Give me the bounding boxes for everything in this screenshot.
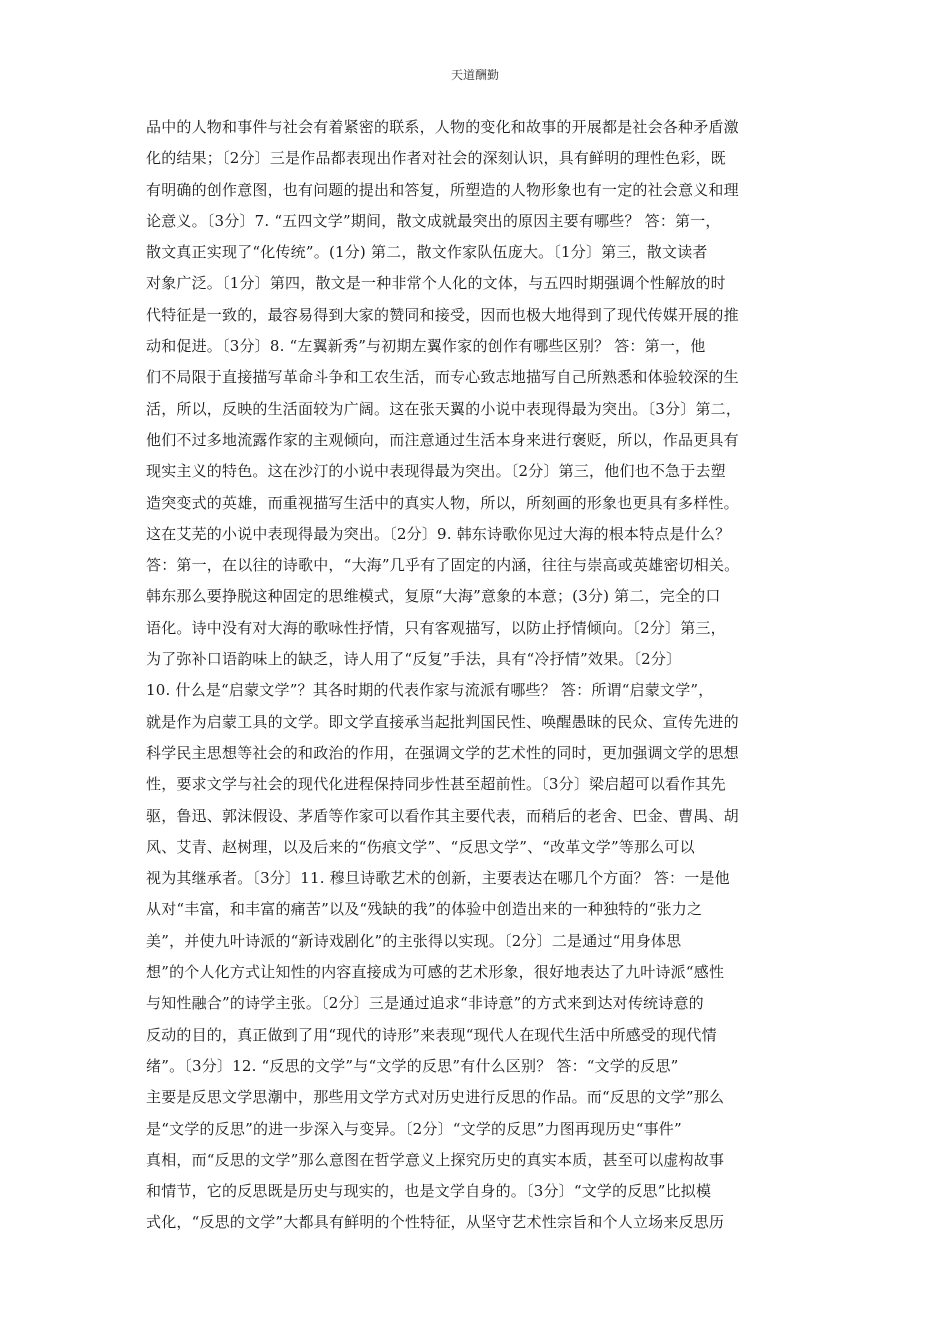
text-line: 品中的人物和事件与社会有着紧密的联系，人物的变化和故事的开展都是社会各种矛盾激 <box>146 118 739 136</box>
text-line: 有明确的创作意图，也有问题的提出和答复，所塑造的人物形象也有一定的社会意义和理 <box>146 180 739 199</box>
text-line: 造突变式的英雄，而重视描写生活中的真实人物，所以，所刻画的形象也更具有多样性。 <box>146 493 739 512</box>
text-line: 与知性融合”的诗学主张。〔2分〕三是通过追求“非诗意”的方式来到达对传统诗意的 <box>146 994 704 1013</box>
text-line: 美”，并使九叶诗派的“新诗戏剧化”的主张得以实现。〔2分〕二是通过“用身体思 <box>146 931 682 950</box>
text-line: 论意义。〔3分〕7. “五四文学”期间，散文成就最突出的原因主要有哪些？ 答：第一， <box>146 211 721 230</box>
text-line: 们不局限于直接描写革命斗争和工农生活，而专心致志地描写自己所熟悉和体验较深的生 <box>146 368 739 387</box>
text-line: 韩东那么要挣脱这种固定的思维模式，复原“大海”意象的本意；(3分) 第二，完全的口 <box>146 587 721 606</box>
text-line: 和情节，它的反思既是历史与现实的，也是文学自身的。〔3分〕“文学的反思”比拟模 <box>146 1182 712 1201</box>
text-line: 驱，鲁迅、郭沫假设、茅盾等作家可以看作其主要代表，而稍后的老舍、巴金、曹禺、胡 <box>146 806 739 825</box>
text-line: 散文真正实现了“化传统”。(1分) 第二，散文作家队伍庞大。〔1分〕第三，散文读者 <box>146 243 708 262</box>
text-line: 他们不过多地流露作家的主观倾向，而注意通过生活本身来进行褒贬，所以，作品更具有 <box>146 430 739 449</box>
text-line: 代特征是一致的，最容易得到大家的赞同和接受，因而也极大地得到了现代传媒开展的推 <box>146 305 739 324</box>
text-line: 反动的目的，真正做到了用“现代的诗形”来表现“现代人在现代生活中所感受的现代情 <box>146 1025 717 1044</box>
text-line: 真相，而“反思的文学”那么意图在哲学意义上探究历史的真实本质，甚至可以虚构故事 <box>146 1150 725 1169</box>
text-line: 主要是反思文学思潮中，那些用文学方式对历史进行反思的作品。而“反思的文学”那么 <box>146 1088 725 1107</box>
page-header: 天道酬勤 <box>450 68 499 82</box>
text-line: 化的结果；〔2分〕三是作品都表现出作者对社会的深刻认识，具有鲜明的理性色彩，既 <box>146 149 726 168</box>
text-line: 式化，“反思的文学”大都具有鲜明的个性特征，从坚守艺术性宗旨和个人立场来反思历 <box>146 1213 725 1232</box>
text-line: 想”的个人化方式让知性的内容直接成为可感的艺术形象，很好地表达了九叶诗派“感性 <box>146 963 725 982</box>
text-line: 对象广泛。〔1分〕第四，散文是一种非常个人化的文体，与五四时期强调个性解放的时 <box>146 274 726 293</box>
text-line: 性，要求文学与社会的现代化进程保持同步性甚至超前性。〔3分〕梁启超可以看作其先 <box>146 775 726 794</box>
text-line: 语化。诗中没有对大海的歌咏性抒情，只有客观描写，以防止抒情倾向。〔2分〕第三， <box>146 618 726 637</box>
text-line: 动和促进。〔3分〕8. “左翼新秀”与初期左翼作家的创作有哪些区别？ 答：第一，他 <box>146 337 706 356</box>
text-line: 视为其继承者。〔3分〕11. 穆旦诗歌艺术的创新，主要表达在哪几个方面？ 答：一是他 <box>146 869 730 888</box>
text-line: 风、艾青、赵树理，以及后来的“伤痕文学”、“反思文学”、“改革文学”等那么可以 <box>146 837 695 856</box>
text-line: 这在艾芜的小说中表现得最为突出。〔2分〕9. 韩东诗歌你见过大海的根本特点是什么？ <box>146 524 731 543</box>
text-line: 活，所以，反映的生活面较为广阔。这在张天翼的小说中表现得最为突出。〔3分〕第二， <box>146 399 742 418</box>
text-line: 绪”。〔3分〕12. “反思的文学”与“文学的反思”有什么区别？ 答：“文学的反思” <box>146 1056 679 1075</box>
text-line: 就是作为启蒙工具的文学。即文学直接承当起批判国民性、唤醒愚昧的民众、宣传先进的 <box>146 712 739 731</box>
text-line: 10. 什么是“启蒙文学”？其各时期的代表作家与流派有哪些？ 答：所谓“启蒙文学”， <box>146 681 714 700</box>
text-line: 为了弥补口语韵味上的缺乏，诗人用了“反复”手法，具有“冷抒情”效果。〔2分〕 <box>146 650 682 669</box>
text-line: 从对“丰富，和丰富的痛苦”以及“残缺的我”的体验中创造出来的一种独特的“张力之 <box>146 900 703 919</box>
text-line: 现实主义的特色。这在沙汀的小说中表现得最为突出。〔2分〕第三，他们也不急于去塑 <box>146 462 726 481</box>
text-line: 答：第一，在以往的诗歌中，“大海”几乎有了固定的内涵，往往与崇高或英雄密切相关。 <box>146 556 740 575</box>
body-text <box>146 112 810 1239</box>
text-line: 科学民主思想等社会的和政治的作用，在强调文学的艺术性的同时，更加强调文学的思想 <box>146 743 739 762</box>
text-line: 是“文学的反思”的进一步深入与变异。〔2分〕“文学的反思”力图再现历史“事件” <box>146 1119 682 1138</box>
